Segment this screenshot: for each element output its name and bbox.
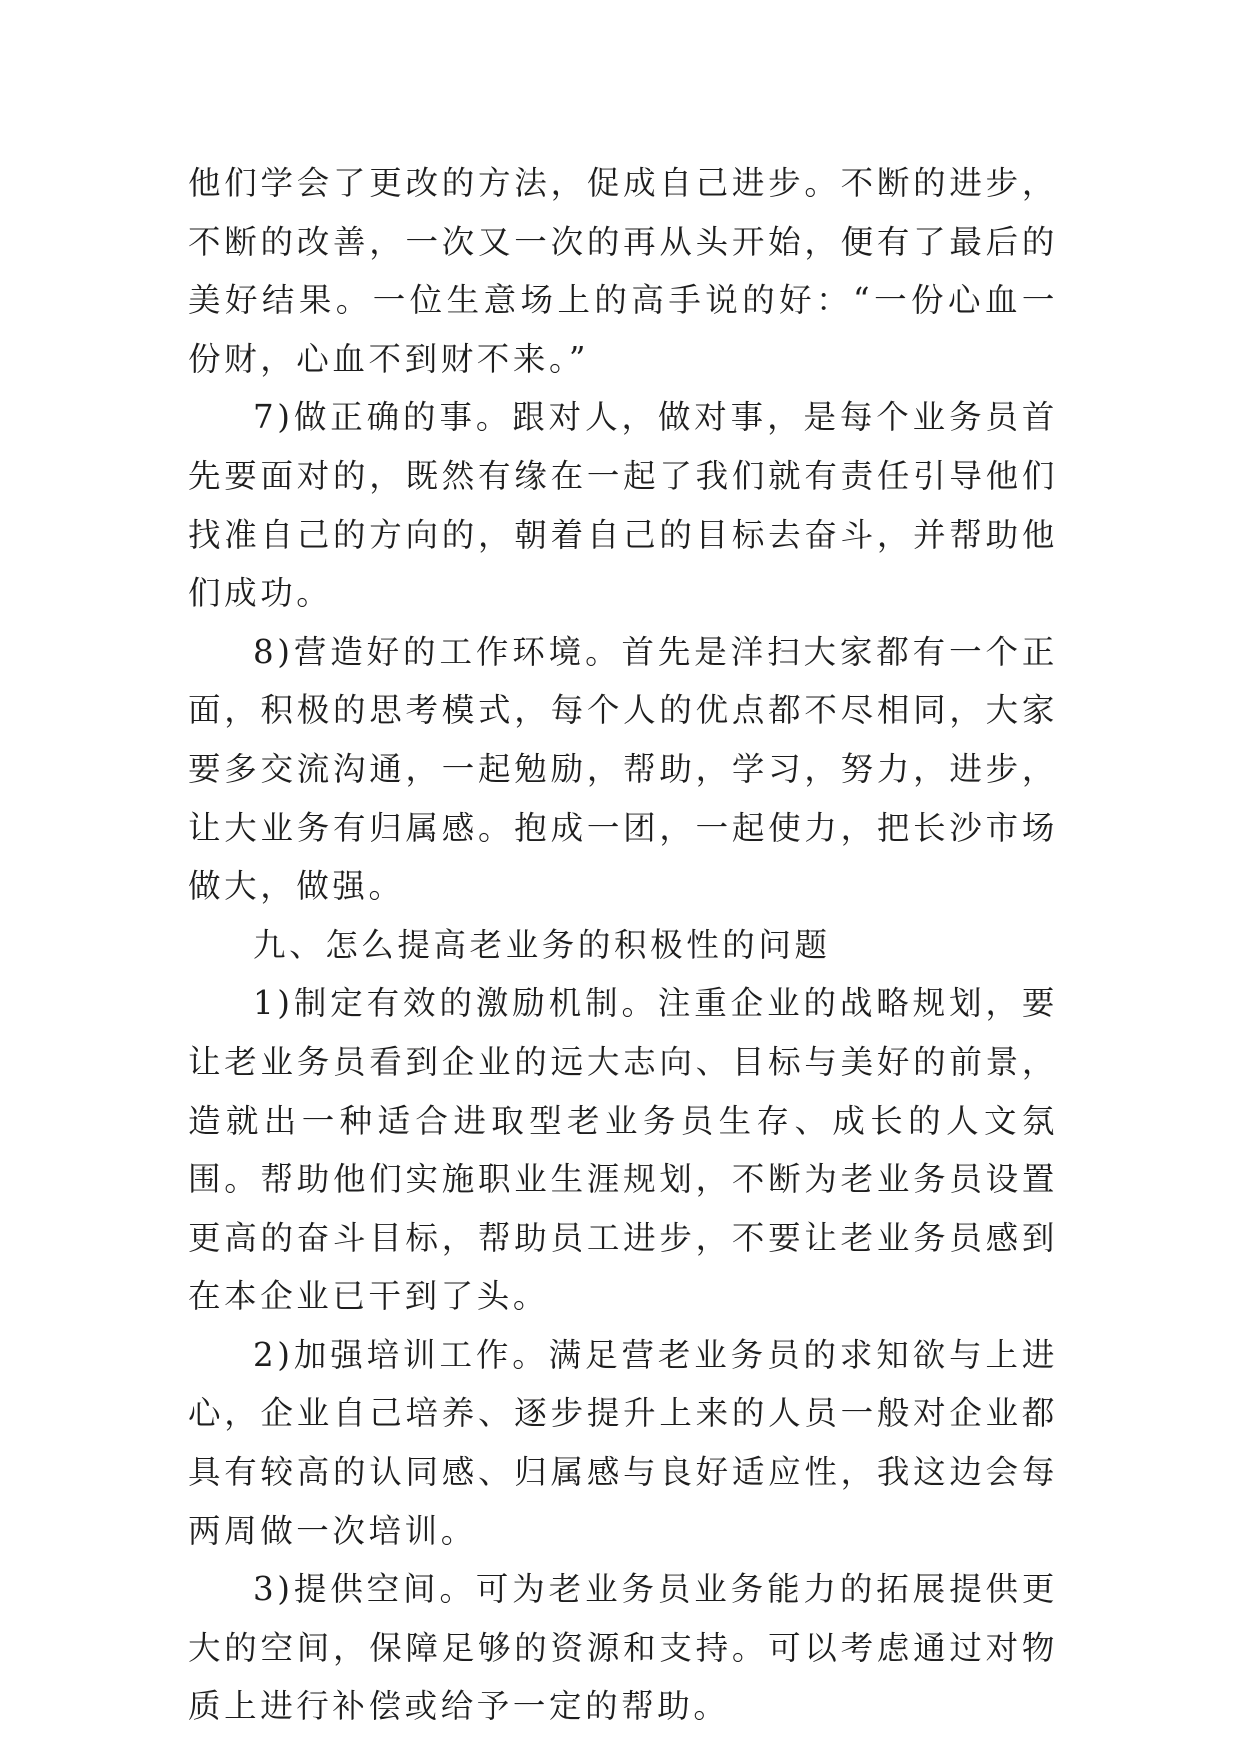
document-page [188, 154, 1058, 1736]
paragraph-item-8: 8)营造好的工作环境。首先是洋扫大家都有一个正面，积极的思考模式，每个人的优点都不尽相同，大家要多交流沟通，一起勉励，帮助，学习，努力，进步，让大业务有归属感。抱成一团，一起使力，把长沙市场做大，做强。 [188, 632, 1058, 906]
paragraph-item-1: 1)制定有效的激励机制。注重企业的战略规划，要让老业务员看到企业的远大志向、目标与美好的前景，造就出一种适合进取型老业务员生存、成长的人文氛围。帮助他们实施职业生涯规划，不断为老业务员设置更高的奋斗目标，帮助员工进步，不要让老业务员感到在本企业已干到了头。 [188, 984, 1058, 1316]
paragraph-item-3: 3)提供空间。可为老业务员业务能力的拓展提供更大的空间，保障足够的资源和支持。可以考虑通过对物质上进行补偿或给予一定的帮助。 [188, 1570, 1058, 1726]
section-heading-9: 九、怎么提高老业务的积极性的问题 [253, 925, 831, 964]
paragraph-item-7: 7)做正确的事。跟对人，做对事，是每个业务员首先要面对的，既然有缘在一起了我们就有责任引导他们找准自己的方向的，朝着自己的目标去奋斗，并帮助他们成功。 [188, 398, 1058, 613]
paragraph-item-2: 2)加强培训工作。满足营老业务员的求知欲与上进心，企业自己培养、逐步提升上来的人员一般对企业都具有较高的认同感、归属感与良好适应性，我这边会每两周做一次培训。 [188, 1335, 1058, 1550]
paragraph-continuation: 他们学会了更改的方法，促成自己进步。不断的进步，不断的改善，一次又一次的再从头开始，便有了最后的美好结果。一位生意场上的高手说的好：“一份心血一份财，心血不到财不来。” [188, 164, 1058, 378]
